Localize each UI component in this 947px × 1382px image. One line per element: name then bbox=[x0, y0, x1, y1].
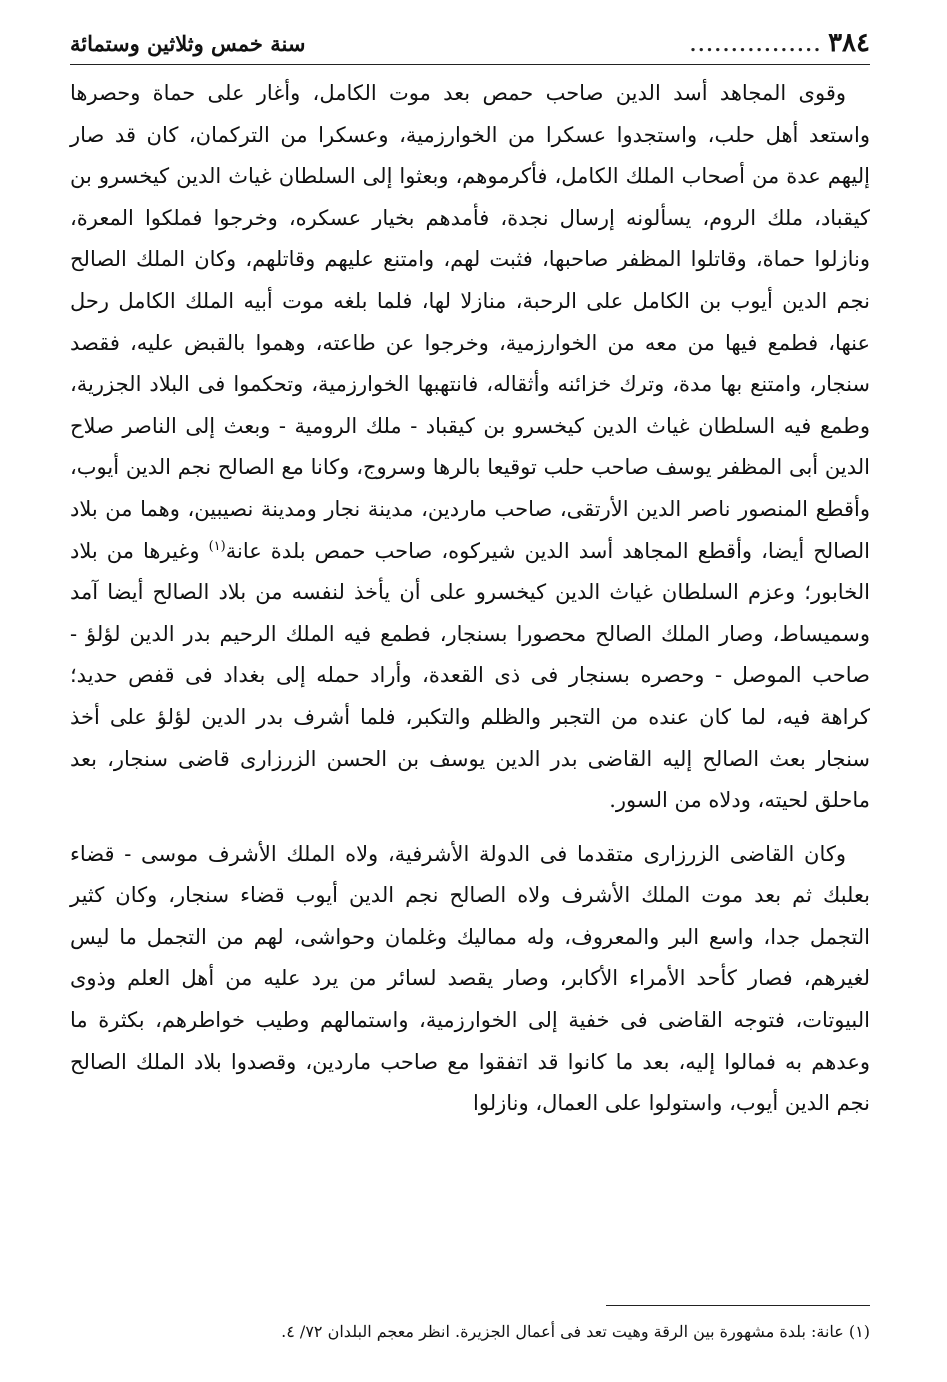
footnote: (١) عانة: بلدة مشهورة بين الرقة وهيت تعد فى أعمال الجزيرة. انظر معجم البلدان ٧٢/ ٤. bbox=[281, 1322, 870, 1341]
paragraph-text: وقوى المجاهد أسد الدين صاحب حمص بعد موت الكامل، وأغار على حماة وحصرها واستعد أهل حلب، واستجدوا عسكرا من الخوارزمية، وعسكرا من التركمان، كان قد صار إليهم عدة من أصحاب الملك الكامل، فأكرموهم، وبعثوا إلى السلطان غياث الدين كيخسرو بن كيقباد، ملك الروم، يسألونه إرسال نجدة، فأمدهم بخيار عسكره، وخرجوا فملكوا المعرة، ونازلوا حماة، وقاتلوا المظفر صاحبها، فثبت لهم، وامتنع عليهم وقاتلهم، وكان الملك الصالح نجم الدين أيوب بن الكامل على الرحبة، منازلا لها، فلما بلغه موت أبيه الملك الكامل رحل عنها، فطمع فيها من معه من الخوارزمية، وخرجوا عن طاعته، وهموا بالقبض عليه، فقصد سنجار، وامتنع بها مدة، وترك خزائنه وأثقاله، فانتهبها الخوارزمية، وتحكموا فى البلاد الجزرية، وطمع فيه السلطان غياث الدين كيخسرو بن كيقباد - ملك الرومية - وبعث إلى الناصر صلاح الدين أبى المظفر يوسف صاحب حلب توقيعا بالرها وسروج، وكانا مع الصالح نجم الدين أيوب، وأقطع المنصور ناصر الدين الأرتقى، صاحب ماردين، مدينة نجار ومدينة نصيبين، وهما من بلاد الصالح أيضا، وأقطع المجاهد أسد الدين شيركوه، صاحب حمص بلدة عانة bbox=[70, 81, 870, 563]
book-page bbox=[70, 28, 870, 1358]
footnote-reference: (١) bbox=[208, 538, 226, 554]
main-text bbox=[70, 73, 870, 1125]
running-title: سنة خمس وثلاثين وستمائة bbox=[70, 31, 306, 56]
footnote-divider bbox=[606, 1305, 870, 1306]
paragraph bbox=[70, 73, 870, 822]
paragraph-text: وغيرها من بلاد الخابور؛ وعزم السلطان غياث الدين كيخسرو على أن يأخذ لنفسه من بلاد الصالح أيضا آمد وسميساط، وصار الملك الصالح محصورا بسنجار، فطمع فيه الملك الرحيم بدر الدين لؤلؤ - صاحب الموصل - وحصره بسنجار فى ذى القعدة، وأراد حمله إلى بغداد فى قفص حديد؛ كراهة فيه، لما كان عنده من التجبر والظلم والتكبر، فلما أشرف بدر الدين لؤلؤ على أخذ سنجار بعث الصالح إليه القاضى بدر الدين يوسف بن الحسن الزرزارى قاضى سنجار، بعد ماحلق لحيته، ودلاه من السور. bbox=[70, 538, 870, 813]
paragraph: وكان القاضى الزرزارى متقدما فى الدولة الأشرفية، ولاه الملك الأشرف موسى - قضاء بعلبك ثم بعد موت الملك الأشرف ولاه الصالح نجم الدين أيوب قضاء سنجار، وكان كثير التجمل جدا، واسع البر والمعروف، وله مماليك وغلمان وحواشى، لهم من التجمل ما ليس لغيرهم، فصار كأحد الأمراء الأكابر، وصار يقصد لسائر من يرد عليه من أهل العلم وذوى البيوتات، فتوجه القاضى فى خفية إلى الخوارزمية، واستمالهم وطيب خواطرهم، بكثرة ما وعدهم به فمالوا إليه، بعد ما كانوا قد اتفقوا مع صاحب ماردين، وقصدوا بلاد الملك الصالح نجم الدين أيوب، واستولوا على العمال، ونازلوا bbox=[70, 841, 870, 1116]
page-number: ٣٨٤ bbox=[828, 28, 870, 58]
header-leader-dots: ................ bbox=[689, 35, 823, 56]
page-header bbox=[70, 28, 870, 65]
